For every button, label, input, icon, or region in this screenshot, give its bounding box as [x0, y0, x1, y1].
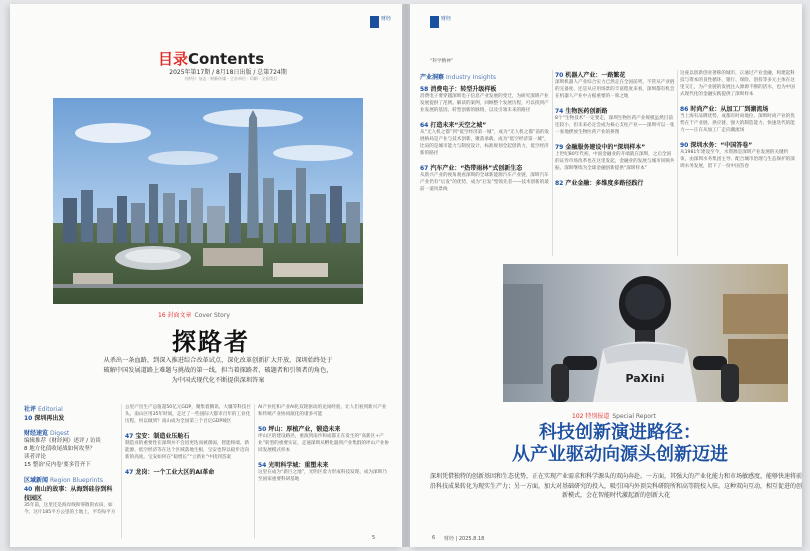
- toc-column-3: [258, 404, 390, 483]
- toc-entry-page: 82: [555, 180, 564, 187]
- logo-mark-icon: [430, 16, 439, 28]
- toc-entry-title: 机器人产业：一路繁花: [565, 72, 626, 79]
- editorial-head-cn: 社评: [24, 406, 37, 413]
- special-report-desc: 深圳凭借独特的创新基因和生态优势，正在实现产业需求和科学源头的双向奔赴。一方面，其强大的产业化能力和市场敏感度，能够快速将前沿科技成果转化为现实生产力；另一方面，加大对基础研究的投入，吸引国内外顶尖科研院所和高等院校入驻。这种双向互动，相互促进的创新模式，会在智能时代激起新的创新大花: [430, 473, 802, 499]
- digest-item: 读者评论: [24, 454, 47, 460]
- toc-entry-title: 时尚产业：从加工厂到潮流场: [690, 106, 769, 113]
- toc-entry-title: 光明科学城：重塑未来: [268, 462, 329, 469]
- toc-entry[interactable]: [420, 163, 550, 193]
- toc-entry-heading: [555, 142, 675, 151]
- toc-entry-desc: 消费电子要穿越深圳电子信息产业发展的变迁，为研究深圳产业发展提供了范例。解读的案例，回顾整个发展历程，可以找到产业发展的基因、转型创新的脉络，以及引领未来的路径: [420, 94, 549, 113]
- region-head-en: Region Blueprints: [50, 477, 103, 484]
- toc-entry-title: 金融服务建设中的“深圳样本”: [565, 144, 646, 151]
- cover-story-desc: 从杀出一条血路，到深入推进综合改革试点，深化改革创新扩大开放，深圳始终处于破解中国发展道路上难题与挑战的第一线，担当着探路者、破题者和引领者的角色，为中国式现代化不断提供深圳答案: [103, 357, 333, 384]
- issue-subinfo: 《财经》杂志 · 财新传媒 · 主办单位 · 印刷 · 全国发行: [182, 76, 278, 81]
- toc-entry-desc: 公里产出生产总值超50亿元GDP，聚集着腾讯、大疆等科技巨头，南山区用35年时间，走过了一些国际大都市百年的工业化历程，何以做到？南山成为全国第三个百亿GDP城区: [125, 405, 251, 424]
- toc-entry[interactable]: [555, 142, 675, 172]
- toc-entry-desc: 制造业的重要性在深圳并不会因更迭而被削弱，智能终端、新能源、低空经济等在这个区域落地生根，宝安也得以稳步迈向新的高度。宝安如何在“稳增长”“立新业”中找到答案: [125, 441, 250, 460]
- page-title: [158, 48, 264, 69]
- toc-entry-page: 54: [258, 462, 267, 469]
- digest-item: 编辑推荐《财经网》述评 / 访谈: [24, 438, 101, 444]
- toc-entry-title: 坪山：厚植产业，锻造未来: [268, 426, 341, 433]
- toc-entry-desc: 上世纪80年代初，中国金融业的开端就在深圳，之后全国的证券市场改革也在这里发起，金融业的发展与城市同频共振、深圳继续为全球金融创新提供“深圳样本”: [555, 152, 675, 171]
- toc-title-cn: 目录: [158, 50, 189, 68]
- robot-photo: [503, 264, 788, 402]
- special-report-label-cn: 102 特别报道: [572, 413, 610, 420]
- toc-entry-title: 龙岗：一个工业大区的AI革命: [135, 469, 215, 476]
- toc-entry-page: 47: [125, 433, 134, 440]
- toc-entry-heading: [555, 106, 675, 115]
- toc-entry-heading: [420, 84, 550, 93]
- toc-entry[interactable]: [680, 140, 795, 170]
- special-report-label: [572, 411, 656, 420]
- region-head: [24, 475, 118, 484]
- toc-entry-page: 64: [420, 122, 429, 129]
- page-number: 5: [372, 535, 376, 541]
- toc-entry-page: 86: [680, 106, 689, 113]
- column-divider: [254, 404, 255, 539]
- toc-column-2: [125, 404, 251, 476]
- toc-entry[interactable]: [24, 484, 118, 502]
- industry-head-cn: 产业洞察: [420, 74, 445, 81]
- toc-entry-page: 50: [258, 426, 267, 433]
- section-note: “科学精神”: [430, 59, 454, 64]
- issue-info: 2025年第17期 / 8月18日出版 / 总第724期: [169, 69, 287, 76]
- toc-entry-desc: 从“无人机之都”到“低空经济第一城”，成为“无人机之都”前的发展格局是产业与技术创新、聚落承载，成为“低空经济第一城”，比肩的是城市能力与制度设计，标准规划全起创新力，低空经济新的路径: [420, 130, 550, 156]
- toc-entry-page: 74: [555, 108, 564, 115]
- toc-entry-heading: [555, 70, 675, 79]
- region-head-cn: 区域新闻: [24, 477, 49, 484]
- toc-entry[interactable]: [420, 120, 550, 157]
- toc-column-3: [680, 70, 795, 176]
- digest-item: 8 地方化债收尾战如何攻坚？: [24, 446, 96, 452]
- toc-entry-page: 40: [24, 486, 33, 493]
- toc-entry[interactable]: [258, 424, 390, 433]
- toc-entry-desc: 这座以创新创业著称的城市，正通过产业金融，构建起科技与资本的良性循环，银行、保险、创投等多元主体在这里交汇，为产业链的发展注入源源不断的活水，也为中国式现代化的金融实践提供了深圳样本: [680, 71, 795, 97]
- toc-entry-title: 南山的故事：从海到硅谷到科技园区: [24, 486, 113, 502]
- toc-entry-page: 10: [24, 415, 33, 422]
- toc-entry-desc: 这里在成为“新巨之地”，光明区着力形成科技发现、成为深圳乃至国家重要科研基地: [258, 470, 387, 482]
- toc-entry-desc: 8个“生物技术”一定要走，深圳生物医药产业规模虽然目前还较小，但未来必定会成为核心支柱产业——深圳可以一张一张地摆放生物医药产业的拼图: [555, 116, 675, 135]
- toc-entry-heading: [680, 104, 795, 113]
- toc-entry-desc: AI产业化和产业AI化双轮驱动的龙岗经验，让人们看到新兴产业和传统产业协同演化的诸多可能: [258, 405, 387, 417]
- toc-entry[interactable]: [258, 460, 390, 469]
- toc-entry[interactable]: [555, 178, 675, 187]
- toc-title-en: Contents: [188, 50, 265, 68]
- logo-mark-icon: [370, 16, 379, 28]
- toc-entry-title: 宝安：制造业压舱石: [135, 433, 190, 440]
- toc-entry-page: 79: [555, 144, 564, 151]
- digest-head: [24, 428, 118, 437]
- page-footer: 财经 | 2025.8.18: [444, 536, 485, 542]
- toc-entry[interactable]: [420, 84, 550, 114]
- toc-entry[interactable]: [125, 431, 251, 440]
- cover-story-label: [158, 310, 230, 319]
- toc-entry-page: 90: [680, 142, 689, 149]
- toc-entry-title: 消费电子：转型升级样板: [430, 86, 497, 93]
- toc-entry-title: 产业金融：多维度多路径践行: [565, 180, 644, 187]
- toc-entry-desc: 坪山区的建设路径，重演到南沙和成都正在发生的“高新区+产业”转型的重要实证，走通深圳从孵化器到产业集群的坪山产业协同发展模式样本: [258, 434, 390, 453]
- editorial-head: [24, 404, 118, 413]
- toc-entry-title: 深圳再出发: [34, 415, 65, 422]
- column-divider: [121, 404, 122, 539]
- digest-head-en: Digest: [50, 430, 70, 437]
- special-report-title-line1: 科技创新演进路径：: [539, 422, 701, 443]
- logo-text: 财经: [381, 16, 392, 22]
- column-divider: [552, 70, 553, 256]
- toc-entry-page: 67: [420, 165, 429, 172]
- toc-entry-heading: [420, 120, 550, 129]
- toc-entry-continued: [680, 70, 795, 98]
- page-number: 6: [432, 535, 436, 541]
- toc-entry-page: 70: [555, 72, 564, 79]
- editorial-head-en: Editorial: [38, 406, 63, 413]
- cover-story-title: 探路者: [172, 328, 250, 356]
- robot-brand-label: PaXini: [625, 372, 665, 385]
- toc-column-2: [555, 70, 675, 193]
- toc-entry[interactable]: [555, 70, 675, 100]
- toc-entry-page: 47: [125, 469, 134, 476]
- digest-item: 15 整治'反内卷'要多管齐下: [24, 462, 91, 468]
- toc-column-1: [420, 72, 550, 199]
- magazine-logo: [430, 16, 452, 30]
- toc-entry-desc: 当上海有品牌优势、成都有时尚地位、深圳时尚产业的优势在于产业链、供应链、强大的制造能力、快速迭代的能力——正在从加工厂走向潮流场: [680, 114, 795, 133]
- toc-entry-title: 汽车产业：“热带雨林”式创新生态: [430, 165, 523, 172]
- cover-story-label-en: Cover Story: [194, 312, 230, 319]
- toc-entry[interactable]: [680, 104, 795, 134]
- toc-entry-desc: 从新兴产业的视角观看深圳的全球新能源汽车产业链，深圳汽车产业仍有“后发”的优势，成为“后发”型领先者——技术创新的最前一道风景线: [420, 173, 549, 192]
- toc-entry-page: 58: [420, 86, 429, 93]
- toc-column-1: [24, 404, 118, 516]
- toc-entry[interactable]: [24, 413, 118, 422]
- right-page: [410, 4, 802, 547]
- industry-head: [420, 72, 550, 81]
- special-report-title: [470, 422, 770, 466]
- column-divider: [677, 70, 678, 256]
- toc-entry-desc: 深圳机器人产业综合实力已然走在全国前列，不管从产业链的完备度、还是从应用场景的丰富程度来看，深圳都有机会在机器人产业中占据重要的一席之地: [555, 80, 675, 99]
- toc-entry-desc: 从1981年建设至今，水资源是深圳产业发展的关键约束，由深圳水务集团主导、配合城市治理与生态保护的深圳水务发展，留下了一份中国答卷: [680, 150, 795, 169]
- cover-photo-city-skyline: [53, 98, 363, 304]
- toc-entry-heading: [420, 163, 550, 172]
- special-report-title-line2: 从产业驱动向源头创新迈进: [512, 444, 728, 465]
- special-report-label-en: Special Report: [612, 413, 656, 420]
- digest-head-cn: 财经速览: [24, 430, 49, 437]
- industry-head-en: Industry Insights: [446, 74, 497, 81]
- toc-entry-heading: [680, 140, 795, 149]
- toc-entry-title: 生物医药创新路: [565, 108, 608, 115]
- toc-entry-title: 深圳水务：“中国答卷”: [690, 142, 753, 149]
- toc-entry-desc: 35年前，这里还是海岸线和零散的农田，如今，这片185平方公里的土地上，平均每平方: [24, 503, 116, 515]
- toc-entry[interactable]: [555, 106, 675, 136]
- magazine-logo: [370, 16, 392, 30]
- toc-entry-title: 打造未来“天空之城”: [430, 122, 487, 129]
- logo-text: 财经: [441, 16, 452, 22]
- cover-story-label-cn: 16 封面文章: [158, 312, 192, 319]
- toc-entry[interactable]: [125, 467, 251, 476]
- left-page: [10, 4, 402, 547]
- toc-entry-heading: [555, 178, 675, 187]
